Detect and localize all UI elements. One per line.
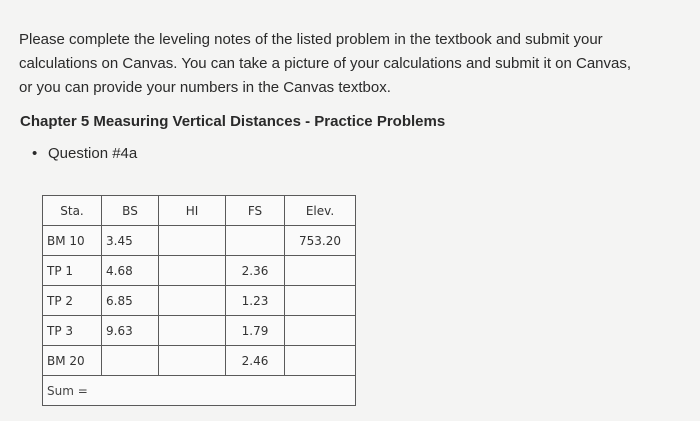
table-row	[43, 226, 356, 256]
header-fs: FS	[226, 196, 285, 226]
instructions-paragraph	[19, 28, 689, 100]
instructions-line-1: Please complete the leveling notes of the listed problem in the textbook and submit your	[19, 31, 603, 48]
cell-bs: 3.45	[102, 226, 159, 256]
instructions-line-3: or you can provide your numbers in the Canvas textbox.	[19, 79, 391, 96]
cell-elev	[285, 316, 356, 346]
cell-fs: 2.36	[226, 256, 285, 286]
cell-hi	[159, 286, 226, 316]
sum-label: Sum =	[43, 376, 356, 406]
leveling-notes-table	[42, 195, 356, 406]
cell-sta: TP 3	[43, 316, 102, 346]
header-hi: HI	[159, 196, 226, 226]
table-row	[43, 346, 356, 376]
question-label: Question #4a	[48, 145, 138, 162]
sum-row	[43, 376, 356, 406]
cell-bs: 4.68	[102, 256, 159, 286]
cell-bs	[102, 346, 159, 376]
cell-fs: 2.46	[226, 346, 285, 376]
table-row	[43, 256, 356, 286]
table-row	[43, 286, 356, 316]
cell-fs: 1.79	[226, 316, 285, 346]
header-sta: Sta.	[43, 196, 102, 226]
cell-bs: 9.63	[102, 316, 159, 346]
cell-fs: 1.23	[226, 286, 285, 316]
header-bs: BS	[102, 196, 159, 226]
cell-hi	[159, 346, 226, 376]
cell-elev	[285, 346, 356, 376]
cell-hi	[159, 226, 226, 256]
header-elev: Elev.	[285, 196, 356, 226]
cell-elev	[285, 286, 356, 316]
cell-sta: TP 1	[43, 256, 102, 286]
bullet-dot-icon: •	[32, 145, 38, 162]
cell-hi	[159, 316, 226, 346]
cell-elev	[285, 256, 356, 286]
cell-sta: BM 10	[43, 226, 102, 256]
cell-elev: 753.20	[285, 226, 356, 256]
chapter-heading: Chapter 5 Measuring Vertical Distances - Practice Problems	[20, 113, 446, 130]
table-row	[43, 316, 356, 346]
leveling-table-container	[42, 195, 356, 406]
question-bullet	[32, 145, 137, 162]
cell-hi	[159, 256, 226, 286]
cell-sta: TP 2	[43, 286, 102, 316]
table-header-row	[43, 196, 356, 226]
cell-fs	[226, 226, 285, 256]
cell-bs: 6.85	[102, 286, 159, 316]
cell-sta: BM 20	[43, 346, 102, 376]
instructions-line-2: calculations on Canvas. You can take a picture of your calculations and submit it on Canvas,	[19, 55, 632, 72]
